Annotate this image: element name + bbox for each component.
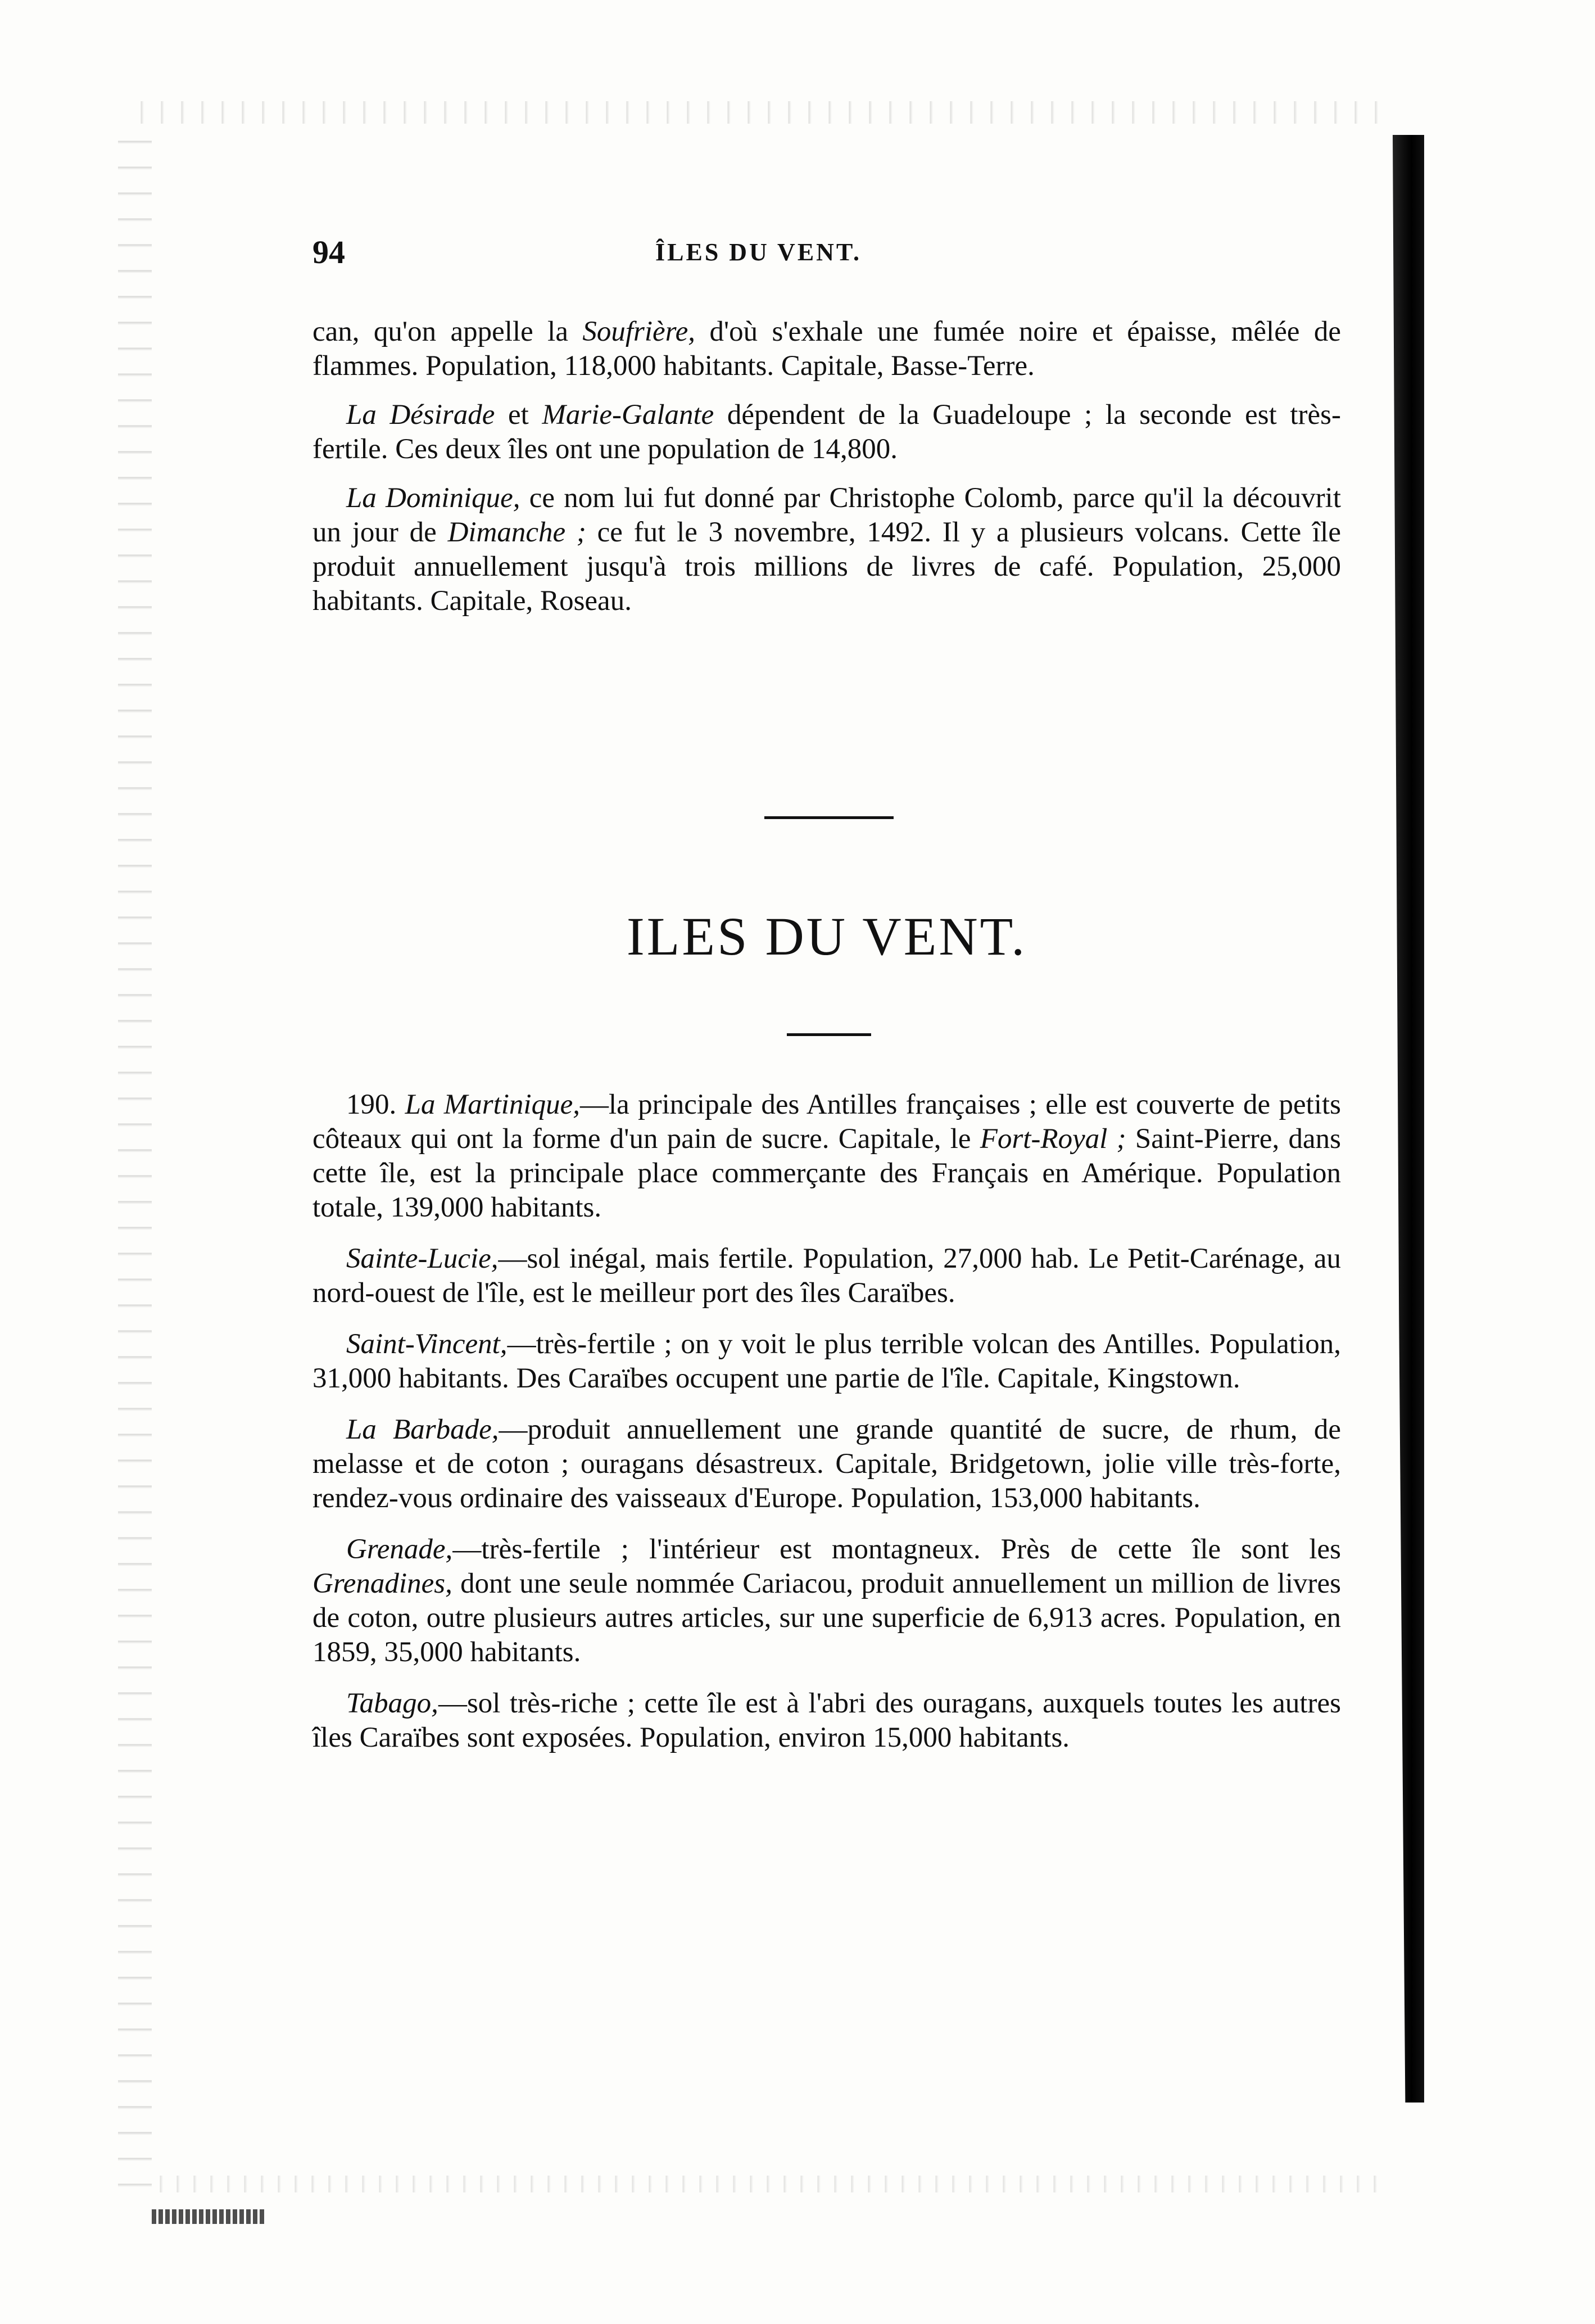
text-run: et	[495, 399, 542, 431]
text-run-italic: La Dominique,	[346, 482, 520, 514]
text-run: ce fut le 3 novembre, 1492. Il y a plusieurs volcans. Cette île produit annuellement jusqu'à trois millions de livres de café. Population, 25,000 habitants. Capitale, Roseau.	[312, 517, 1341, 617]
paragraph	[312, 1532, 1341, 1670]
text-run: Saint-Pierre, dans cette île, est la principale place commerçante des Français en Amérique. Population totale, 139,000 habitants.	[312, 1123, 1341, 1223]
scan-edge-left	[118, 118, 152, 2198]
paragraph	[312, 1088, 1341, 1225]
paragraph	[312, 1687, 1341, 1755]
text-run: —produit annuellement une grande quantité de sucre, de rhum, de melasse et de coton ; ouragans désastreux. Capitale, Bridgetown, jolie ville très-forte, rendez-vous ordinaire des vaisseaux d'Europe. Population, 153,000 habitants.	[312, 1414, 1342, 1514]
paragraph	[312, 1327, 1341, 1396]
scan-edge-top	[124, 101, 1388, 124]
text-run-italic: Tabago,	[346, 1688, 438, 1719]
text-run-italic: Marie-Galante	[542, 399, 714, 431]
text-block-after-section	[312, 1088, 1341, 1755]
text-run: —très-fertile ; on y voit le plus terrible volcan des Antilles. Population, 31,000 habitants. Des Caraïbes occupent une partie de l'île. Capitale, Kingstown.	[312, 1328, 1341, 1394]
text-run-italic: Grenadines,	[312, 1568, 452, 1599]
page-number: 94	[312, 234, 345, 270]
text-run: —sol très-riche ; cette île est à l'abri des ouragans, auxquels toutes les autres îles Caraïbes sont exposées. Population, environ 15,000 habitants.	[312, 1688, 1341, 1753]
paragraph	[312, 1242, 1341, 1310]
section-divider-top	[764, 816, 894, 819]
text-run-italic: Soufrière,	[582, 316, 696, 347]
text-run-italic: La Barbade,	[346, 1414, 499, 1445]
text-run-italic: Grenade,	[346, 1534, 453, 1565]
text-run: dépendent de la Guadeloupe ; la seconde est très-fertile. Ces deux îles ont une population de 14,800.	[312, 399, 1341, 465]
library-stamp	[152, 2209, 264, 2224]
paragraph	[312, 398, 1341, 467]
text-run: dont une seule nommée Cariacou, produit annuellement un million de livres de coton, outre plusieurs autres articles, sur une superficie de 6,913 acres. Population, en 1859, 35,000 habitants.	[312, 1568, 1341, 1668]
text-run: —la principale des Antilles françaises ; elle est couverte de petits côteaux qui ont la forme d'un pain de sucre. Capitale, le	[312, 1089, 1342, 1155]
section-title: ILES DU VENT.	[626, 906, 1027, 966]
text-run: d'où s'exhale une fumée noire et épaisse, mêlée de flammes. Population, 118,000 habitants. Capitale, Basse-Terre.	[312, 316, 1342, 382]
section-divider-bottom	[787, 1033, 871, 1036]
page-header	[312, 233, 1335, 278]
paragraph	[312, 315, 1341, 383]
scan-edge-bottom	[146, 2176, 1383, 2192]
text-run-italic: La Martinique,	[405, 1089, 580, 1120]
text-run: can, qu'on appelle la	[312, 316, 583, 347]
scan-edge-right-shadow	[1393, 135, 1424, 2103]
text-run: 190.	[346, 1089, 405, 1120]
text-run-italic: Sainte-Lucie,	[346, 1243, 499, 1274]
paragraph	[312, 481, 1341, 618]
text-run-italic: Dimanche ;	[447, 517, 586, 548]
text-run-italic: Fort-Royal ;	[980, 1123, 1126, 1155]
text-run: ce nom lui fut donné par Christophe Colomb, parce qu'il la découvrit un jour de	[312, 482, 1342, 548]
running-title: ÎLES DU VENT.	[655, 238, 862, 266]
text-run: —très-fertile ; l'intérieur est montagneux. Près de cette île sont les	[452, 1534, 1341, 1565]
text-run-italic: Saint-Vincent,	[346, 1328, 508, 1360]
text-run: —sol inégal, mais fertile. Population, 27,000 hab. Le Petit-Carénage, au nord-ouest de l'île, est le meilleur port des îles Caraïbes.	[312, 1243, 1341, 1309]
paragraph	[312, 1413, 1341, 1516]
text-block-before-section	[312, 315, 1341, 618]
text-run-italic: La Désirade	[346, 399, 495, 431]
